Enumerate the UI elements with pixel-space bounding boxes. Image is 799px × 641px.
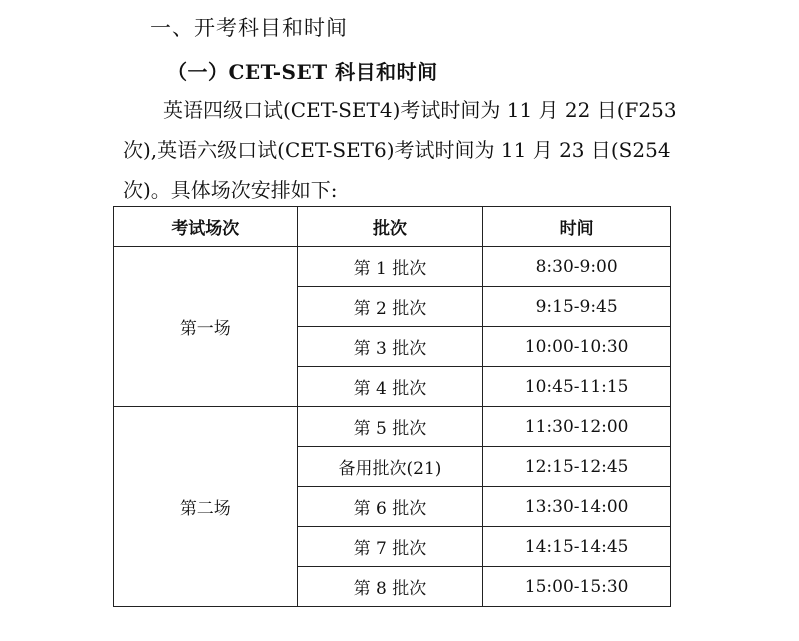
time-cell: 12:15-12:45 [483,447,671,487]
batch-cell: 第 2 批次 [297,287,483,327]
table-header-row [114,207,671,247]
paragraph-line-2: 次),英语六级口试(CET-SET6)考试时间为 11 月 23 日(S254 [123,138,671,162]
subsection-heading: （一）CET-SET 科目和时间 [167,60,438,84]
time-cell: 13:30-14:00 [483,487,671,527]
batch-cell: 第 7 批次 [297,527,483,567]
schedule-table [113,206,671,607]
session-cell-first: 第一场 [114,247,298,407]
time-cell: 15:00-15:30 [483,567,671,607]
batch-cell: 第 1 批次 [297,247,483,287]
table-row [114,407,671,447]
batch-cell: 第 5 批次 [297,407,483,447]
time-cell: 10:45-11:15 [483,367,671,407]
header-time: 时间 [483,207,671,247]
time-cell: 10:00-10:30 [483,327,671,367]
session-cell-second: 第二场 [114,407,298,607]
paragraph-line-1: 英语四级口试(CET-SET4)考试时间为 11 月 22 日(F253 [163,98,677,122]
time-cell: 14:15-14:45 [483,527,671,567]
header-session: 考试场次 [114,207,298,247]
time-cell: 11:30-12:00 [483,407,671,447]
batch-cell: 第 4 批次 [297,367,483,407]
time-cell: 8:30-9:00 [483,247,671,287]
header-batch: 批次 [297,207,483,247]
batch-cell: 备用批次(21) [297,447,483,487]
paragraph-line-3: 次)。具体场次安排如下: [123,178,338,202]
batch-cell: 第 3 批次 [297,327,483,367]
batch-cell: 第 8 批次 [297,567,483,607]
table-row [114,247,671,287]
time-cell: 9:15-9:45 [483,287,671,327]
section-heading: 一、开考科目和时间 [150,16,348,40]
batch-cell: 第 6 批次 [297,487,483,527]
